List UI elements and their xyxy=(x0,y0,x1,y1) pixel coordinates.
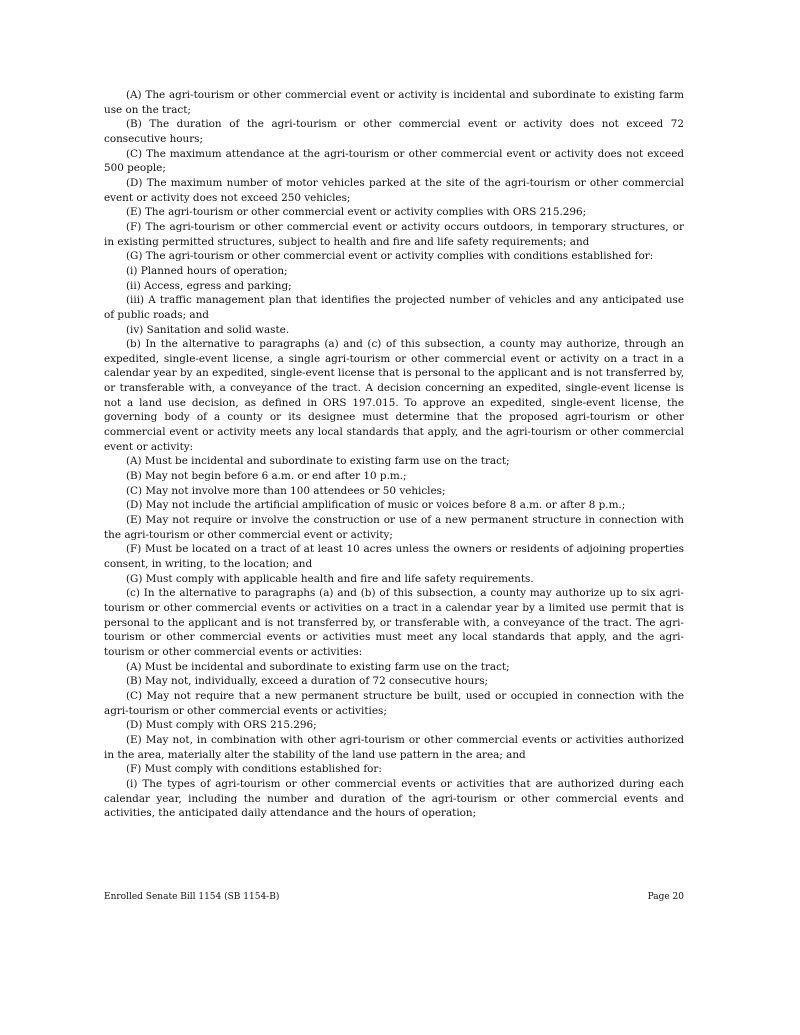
paragraph: (A) Must be incidental and subordinate to existing farm use on the tract; xyxy=(126,660,510,673)
paragraph: (A) Must be incidental and subordinate to existing farm use on the tract; xyxy=(126,455,510,468)
paragraph: (B) May not, individually, exceed a duration of 72 consecutive hours; xyxy=(126,675,489,688)
paragraph: (D) The maximum number of motor vehicles parked at the site of the agri-tourism or other commercial event or activity does not exceed 250 vehicles; xyxy=(104,176,684,204)
paragraph: (i) Planned hours of operation; xyxy=(126,264,288,277)
bill-title: Enrolled Senate Bill 1154 (SB 1154-B) xyxy=(104,892,280,902)
paragraph: (C) May not involve more than 100 attendees or 50 vehicles; xyxy=(126,484,446,497)
paragraph: (G) The agri-tourism or other commercial event or activity complies with conditions established for: xyxy=(126,250,654,263)
paragraph: (E) May not require or involve the construction or use of a new permanent structure in connection with the agri-tourism or other commercial event or activity; xyxy=(104,514,684,541)
paragraph: (iv) Sanitation and solid waste. xyxy=(126,323,290,336)
paragraph: (E) The agri-tourism or other commercial event or activity complies with ORS 215.296; xyxy=(126,206,587,219)
paragraph: (F) Must be located on a tract of at least 10 acres unless the owners or residents of adjoining properties consent, in writing, to the location; and xyxy=(104,543,684,570)
paragraph: (F) Must comply with conditions established for: xyxy=(126,763,382,776)
paragraph: (i) The types of agri-tourism or other commercial events or activities that are authorized during each calendar year, including the number and duration of the agri-tourism or other commercial events and activities, the anticipated daily attendance and the hours of operation; xyxy=(104,777,684,820)
paragraph: (A) The agri-tourism or other commercial event or activity is incidental and subordinate to existing farm use on the tract; xyxy=(104,89,684,116)
page-footer xyxy=(104,892,684,902)
paragraph: (C) The maximum attendance at the agri-tourism or other commercial event or activity does not exceed 500 people; xyxy=(104,147,684,175)
paragraph: (B) May not begin before 6 a.m. or end after 10 p.m.; xyxy=(126,470,407,483)
document-body xyxy=(104,88,684,821)
paragraph: (G) Must comply with applicable health and fire and life safety requirements. xyxy=(126,572,534,585)
paragraph: (B) The duration of the agri-tourism or other commercial event or activity does not exceed 72 consecutive hours; xyxy=(104,118,684,145)
paragraph: (ii) Access, egress and parking; xyxy=(126,279,292,292)
paragraph: (E) May not, in combination with other agri-tourism or other commercial events or activities authorized in the area, materially alter the stability of the land use pattern in the area; and xyxy=(104,733,684,761)
paragraph: (c) In the alternative to paragraphs (a) and (b) of this subsection, a county may authorize up to six agri-tourism or other commercial events or activities on a tract in a calendar year by a limited use permit that is personal to the applicant and is not transferred by, or transferable with, a conveyance of the tract. The agri-tourism or other commercial events or activities must meet any local standards that apply, and the agri-tourism or other commercial events or activities: xyxy=(104,587,684,658)
paragraph: (b) In the alternative to paragraphs (a) and (c) of this subsection, a county may authorize, through an expedited, single-event license, a single agri-tourism or other commercial event or activity on a tract in a calendar year by an expedited, single-event license that is personal to the applicant and is not transferred by, or transferable with, a conveyance of the tract. A decision concerning an expedited, single-event license is not a land use decision, as defined in ORS 197.015. To approve an expedited, single-event license, the governing body of a county or its designee must determine that the proposed agri-tourism or other commercial event or activity meets any local standards that apply, and the agri-tourism or other commercial event or activity: xyxy=(104,338,684,453)
paragraph: (iii) A traffic management plan that identifies the projected number of vehicles and any anticipated use of public roads; and xyxy=(104,294,684,321)
paragraph: (C) May not require that a new permanent structure be built, used or occupied in connection with the agri-tourism or other commercial events or activities; xyxy=(104,689,684,717)
paragraph: (D) Must comply with ORS 215.296; xyxy=(126,719,317,732)
paragraph: (F) The agri-tourism or other commercial event or activity occurs outdoors, in temporary structures, or in existing permitted structures, subject to health and fire and life safety requirements; and xyxy=(104,220,684,248)
paragraph: (D) May not include the artificial amplification of music or voices before 8 a.m. or after 8 p.m.; xyxy=(126,499,626,512)
page-number: Page 20 xyxy=(647,892,684,902)
